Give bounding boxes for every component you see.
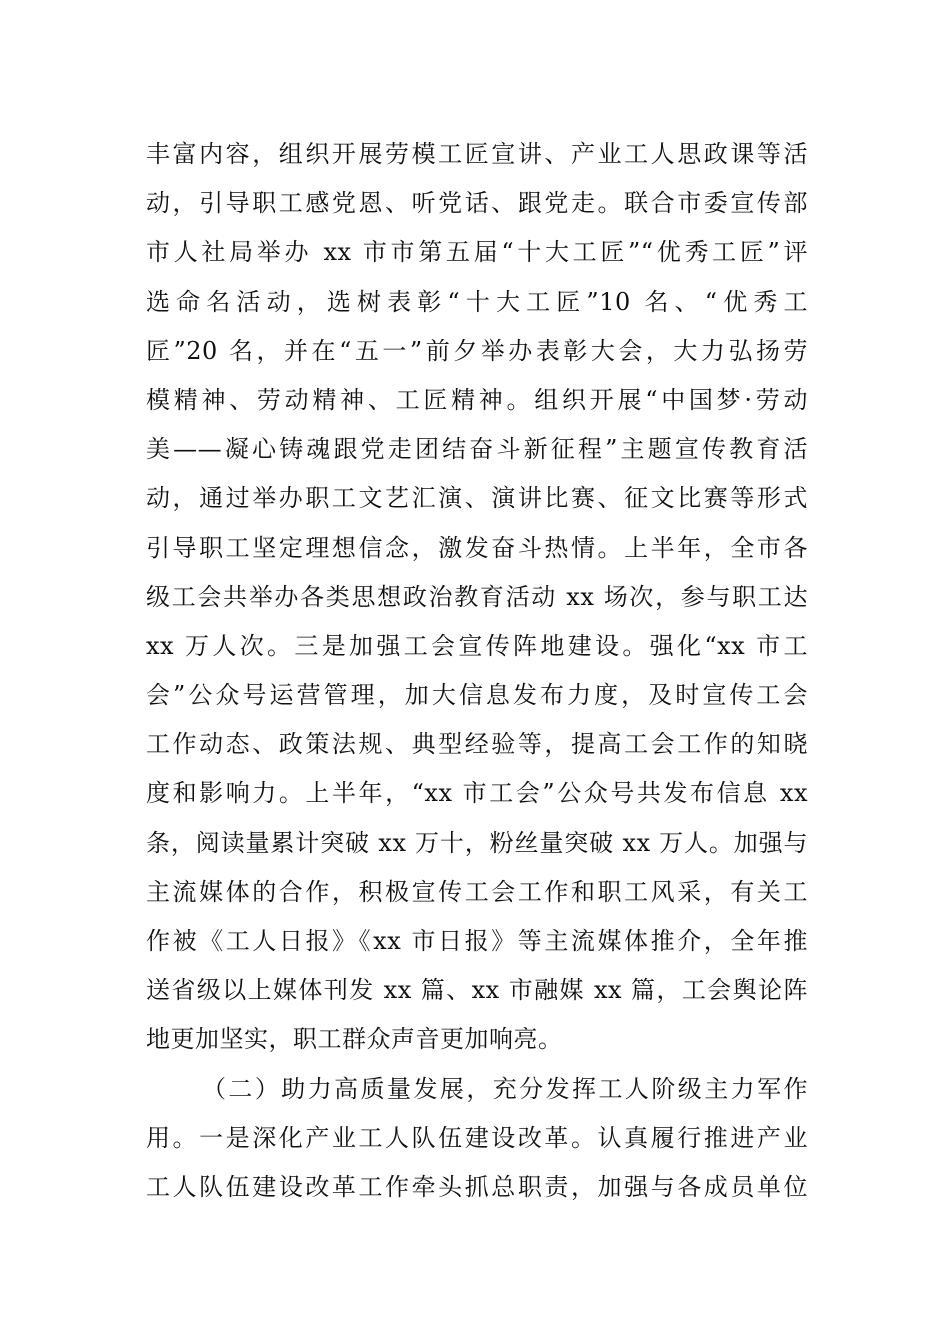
text-line: 模精神、劳动精神、工匠精神。组织开展“中国梦·劳动 bbox=[146, 385, 808, 414]
text-line: 作被《工人日报》《xx 市日报》等主流媒体推介，全年推 bbox=[146, 927, 808, 955]
text-line: 度和影响力。上半年，“xx 市工会”公众号共发布信息 xx bbox=[146, 779, 808, 808]
text-line: 动，通过举办职工文艺汇演、演讲比赛、征文比赛等形式 bbox=[146, 484, 808, 513]
text-line: 市人社局举办 xx 市市第五届“十大工匠”“优秀工匠”评 bbox=[146, 238, 808, 267]
text-line: 用。一是深化产业工人队伍建设改革。认真履行推进产业 bbox=[146, 1123, 808, 1152]
text-line: 工人队伍建设改革工作牵头抓总职责，加强与各成员单位 bbox=[146, 1172, 808, 1201]
text-line: 丰富内容，组织开展劳模工匠宣讲、产业工人思政课等活 bbox=[146, 140, 808, 168]
text-line: 美——凝心铸魂跟党走团结奋斗新征程”主题宣传教育活 bbox=[146, 435, 808, 464]
text-line: 会”公众号运营管理，加大信息发布力度，及时宣传工会 bbox=[146, 681, 808, 710]
text-line: 选命名活动，选树表彰“十大工匠”10 名、“优秀工 bbox=[146, 287, 808, 316]
text-line: 级工会共举办各类思想政治教育活动 xx 场次，参与职工达 bbox=[146, 582, 808, 611]
text-line: 引导职工坚定理想信念，激发奋斗热情。上半年，全市各 bbox=[146, 533, 808, 562]
text-line: 条，阅读量累计突破 xx 万十，粉丝量突破 xx 万人。加强与 bbox=[146, 828, 808, 857]
text-line: 工作动态、政策法规、典型经验等，提高工会工作的知晓 bbox=[146, 730, 808, 759]
paragraph-end-line: 地更加坚实，职工群众声音更加响亮。 bbox=[146, 1025, 563, 1054]
section-heading-line: （二）助力高质量发展，充分发挥工人阶级主力军作 bbox=[202, 1074, 808, 1103]
text-line: 主流媒体的合作，积极宣传工会工作和职工风采，有关工 bbox=[146, 877, 808, 906]
text-line: 动，引导职工感党恩、听党话、跟党走。联合市委宣传部 bbox=[146, 189, 808, 218]
text-line: xx 万人次。三是加强工会宣传阵地建设。强化“xx 市工 bbox=[146, 631, 808, 660]
text-line: 送省级以上媒体刊发 xx 篇、xx 市融媒 xx 篇，工会舆论阵 bbox=[146, 976, 808, 1005]
text-line: 匠”20 名，并在“五一”前夕举办表彰大会，大力弘扬劳 bbox=[146, 336, 808, 365]
body-text bbox=[146, 130, 808, 1212]
